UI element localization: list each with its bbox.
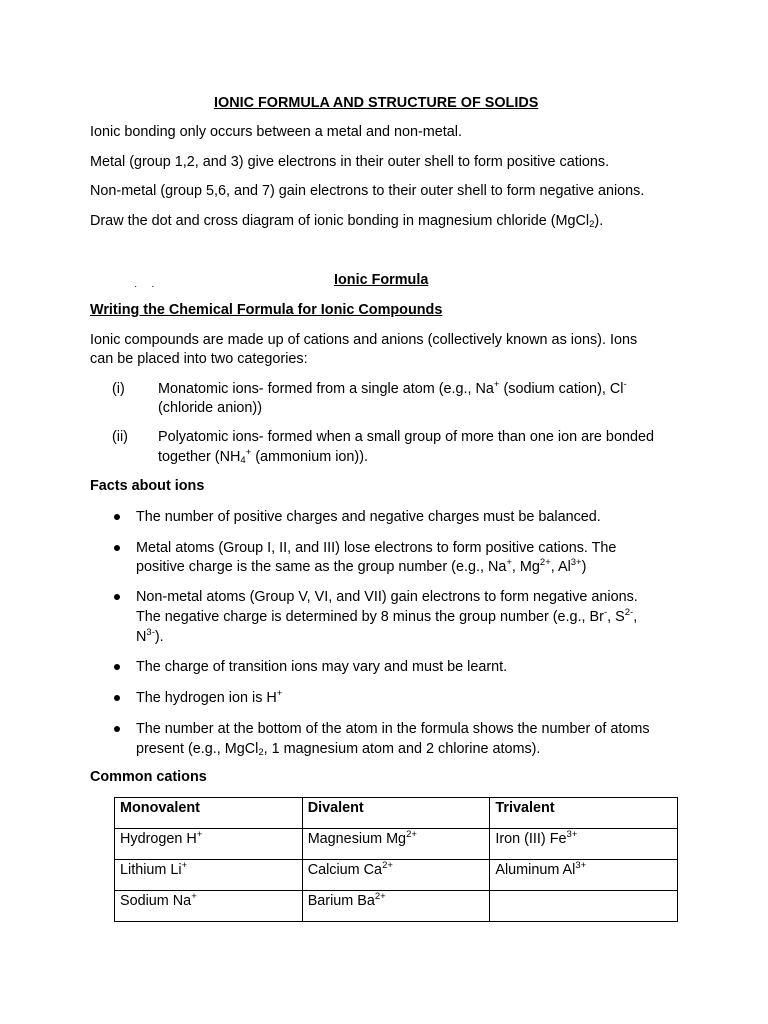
bullet-icon bbox=[114, 695, 120, 701]
fact-item-line-2: positive charge is the same as the group number (e.g., Na+, $Mg^{2+}$, $Al^{3+}$) bbox=[136, 557, 587, 575]
table-cell: Iron (III) $Fe^{3+}$ bbox=[490, 829, 678, 860]
table-cell: Barium $Ba^{2+}$ bbox=[302, 891, 490, 922]
fact-item: The hydrogen ion is H+ bbox=[136, 688, 283, 706]
subheading: Writing the Chemical Formula for Ionic Compounds bbox=[90, 302, 443, 318]
table-cell: Hydrogen H+ bbox=[115, 829, 303, 860]
table-header-cell: Monovalent bbox=[115, 798, 303, 829]
table-cell: Calcium $Ca^{2+}$ bbox=[302, 860, 490, 891]
section-heading: Ionic Formula bbox=[334, 272, 429, 288]
category-number: (ii) bbox=[112, 429, 128, 445]
bullet-icon bbox=[114, 514, 120, 520]
fact-item: The number of positive charges and negative charges must be balanced. bbox=[136, 509, 601, 525]
cations-table bbox=[114, 797, 678, 922]
category-text-line-1: Polyatomic ions- formed when a small group of more than one ion are bonded bbox=[158, 429, 654, 445]
category-text-line-1: Monatomic ions- formed from a single atom (e.g., Na+ (sodium cation), Cl- bbox=[158, 379, 627, 397]
bullet-icon bbox=[114, 594, 120, 600]
page-title: IONIC FORMULA AND STRUCTURE OF SOLIDS bbox=[214, 95, 539, 111]
fact-item-line-2: The negative charge is determined by 8 minus the group number (e.g., Br-, $S^{2-}$, bbox=[136, 607, 638, 625]
fact-item-line-3: $N^{3-}$). bbox=[136, 627, 164, 645]
intro-paragraph-3: Non-metal (group 5,6, and 7) gain electrons to their outer shell to form negative anions. bbox=[90, 183, 645, 199]
bullet-icon bbox=[114, 664, 120, 670]
bullet-icon bbox=[114, 726, 120, 732]
intro-paragraph-1: Ionic bonding only occurs between a metal and non-metal. bbox=[90, 124, 462, 140]
table-cell: Aluminum $Al^{3+}$ bbox=[490, 860, 678, 891]
fact-item-line-1: Non-metal atoms (Group V, VI, and VII) gain electrons to form negative anions. bbox=[136, 589, 638, 605]
table-row bbox=[115, 860, 678, 891]
cations-heading: Common cations bbox=[90, 769, 207, 785]
table-cell bbox=[490, 891, 678, 922]
facts-heading: Facts about ions bbox=[90, 478, 205, 494]
intro-paragraph-2: Metal (group 1,2, and 3) give electrons in their outer shell to form positive cations. bbox=[90, 154, 610, 170]
fact-item-line-1: The number at the bottom of the atom in the formula shows the number of atoms bbox=[136, 721, 650, 737]
category-number: (i) bbox=[112, 381, 125, 397]
fact-item: The charge of transition ions may vary and must be learnt. bbox=[136, 659, 508, 675]
table-header-cell: Trivalent bbox=[490, 798, 678, 829]
fact-item-line-1: Metal atoms (Group I, II, and III) lose electrons to form positive cations. The bbox=[136, 540, 617, 556]
table-cell: Magnesium $Mg^{2+}$ bbox=[302, 829, 490, 860]
table-header-cell: Divalent bbox=[302, 798, 490, 829]
category-text-line-2: together ($NH_4^+$ (ammonium ion)). bbox=[158, 447, 368, 466]
table-row bbox=[115, 891, 678, 922]
table-cell: Lithium Li+ bbox=[115, 860, 303, 891]
table-cell: Sodium Na+ bbox=[115, 891, 303, 922]
intro-paragraph-4: Draw the dot and cross diagram of ionic bonding in magnesium chloride (MgCl$_2$). bbox=[90, 213, 604, 230]
fact-item-line-2: present (e.g., MgCl$_2$, 1 magnesium atom and 2 chlorine atoms). bbox=[136, 741, 541, 758]
table-row bbox=[115, 829, 678, 860]
ions-paragraph-line-1: Ionic compounds are made up of cations and anions (collectively known as ions). Ions bbox=[90, 332, 638, 348]
ions-paragraph-line-2: can be placed into two categories: bbox=[90, 351, 308, 367]
table-header-row bbox=[115, 798, 678, 829]
stray-marks: · · bbox=[134, 281, 155, 292]
category-text-line-2: (chloride anion)) bbox=[158, 400, 262, 416]
bullet-icon bbox=[114, 545, 120, 551]
